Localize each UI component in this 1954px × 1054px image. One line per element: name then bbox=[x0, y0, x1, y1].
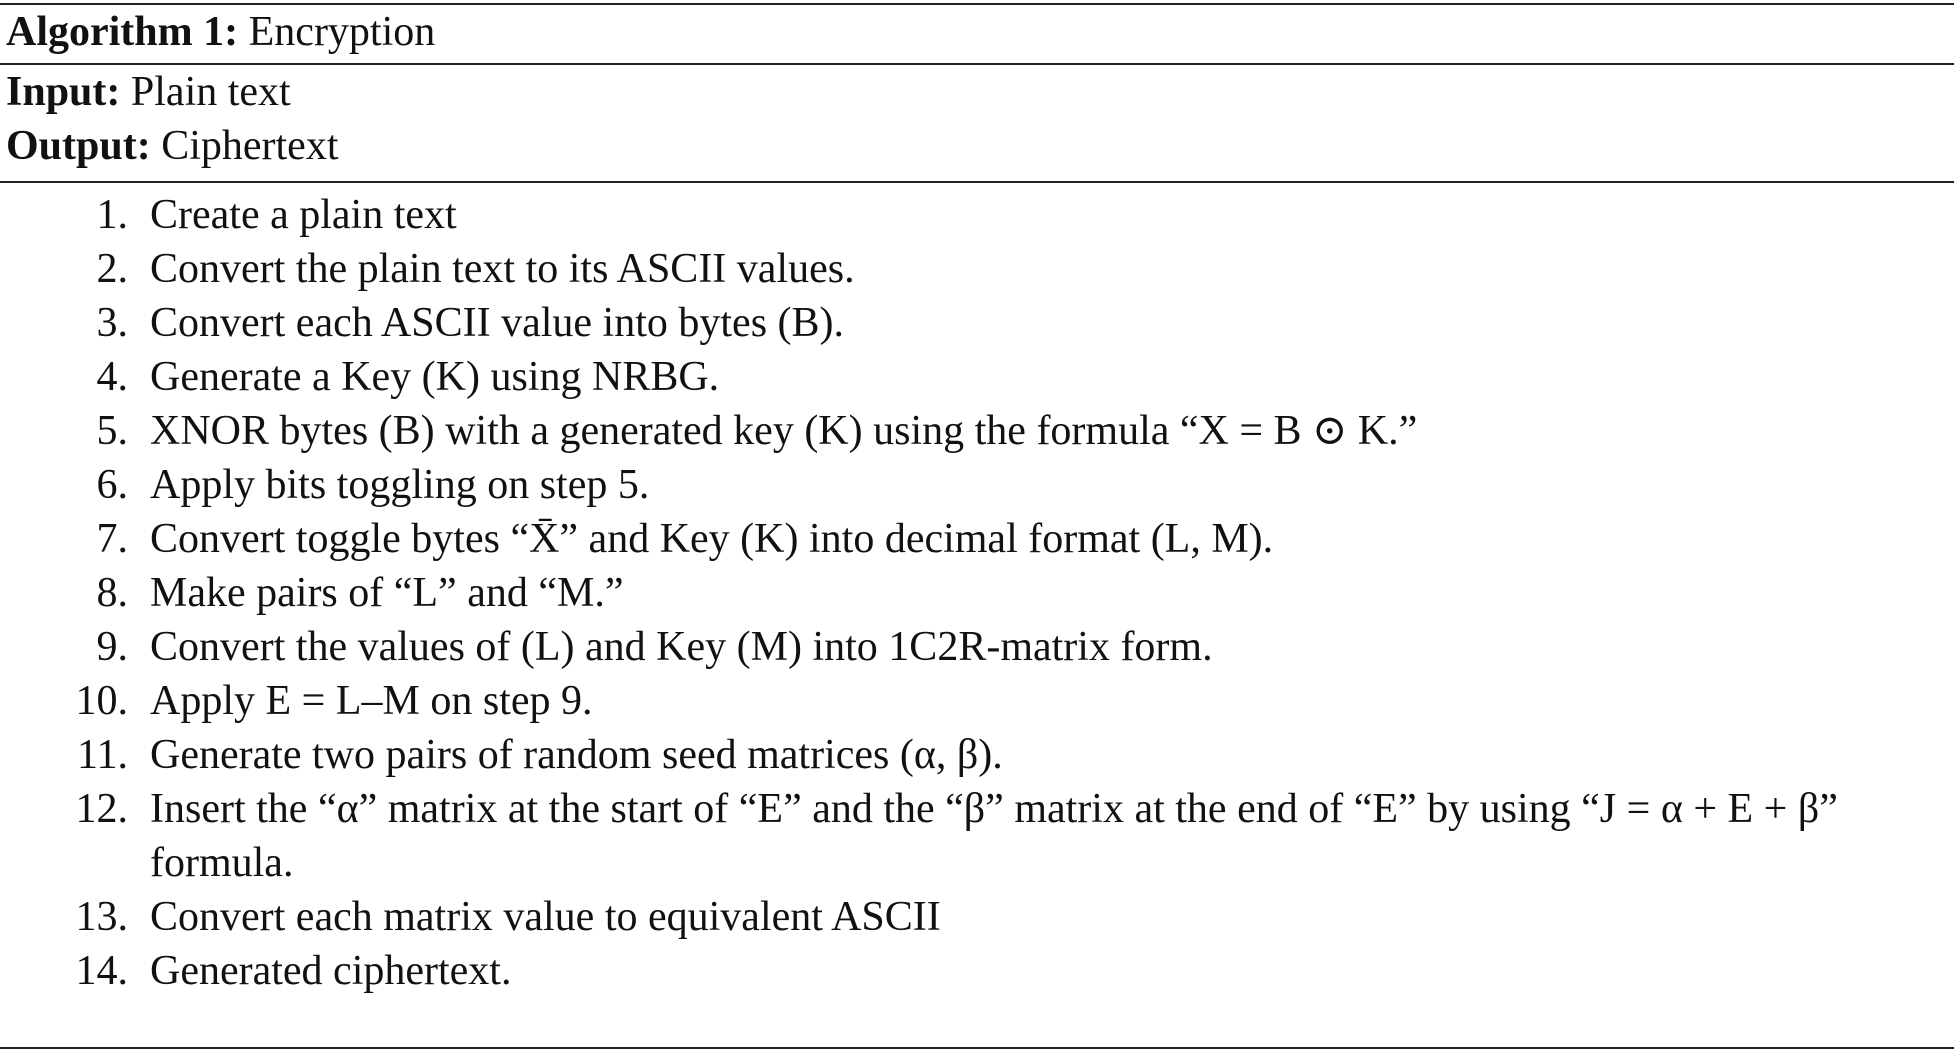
step-number: 6. bbox=[96, 462, 128, 508]
step-number: 9. bbox=[96, 624, 128, 670]
step-6 bbox=[0, 458, 1954, 512]
step-13 bbox=[0, 890, 1954, 944]
output-line bbox=[6, 121, 339, 171]
step-text: Apply E = L–M on step 9. bbox=[150, 678, 593, 724]
step-7 bbox=[0, 512, 1954, 566]
algorithm-title bbox=[6, 7, 435, 57]
input-line bbox=[6, 67, 291, 117]
step-11 bbox=[0, 728, 1954, 782]
step-number: 1. bbox=[96, 192, 128, 238]
step-text: Insert the “α” matrix at the start of “E” and the “β” matrix at the end of “E” by using “J = α + E + β” formula. bbox=[150, 786, 1838, 886]
step-number: 12. bbox=[75, 786, 128, 832]
step-number: 5. bbox=[96, 408, 128, 454]
step-5 bbox=[0, 404, 1954, 458]
step-4 bbox=[0, 350, 1954, 404]
algorithm-label: Algorithm 1: bbox=[6, 9, 239, 55]
step-1 bbox=[0, 188, 1954, 242]
step-number: 13. bbox=[75, 894, 128, 940]
output-value: Ciphertext bbox=[161, 123, 339, 169]
step-number: 11. bbox=[77, 732, 128, 778]
input-label: Input: bbox=[6, 69, 121, 115]
step-number: 8. bbox=[96, 570, 128, 616]
step-text: XNOR bytes (B) with a generated key (K) using the formula “X = B ⊙ K.” bbox=[150, 408, 1418, 454]
step-3 bbox=[0, 296, 1954, 350]
step-text: Convert the values of (L) and Key (M) into 1C2R-matrix form. bbox=[150, 624, 1213, 670]
output-label: Output: bbox=[6, 123, 151, 169]
step-2 bbox=[0, 242, 1954, 296]
header-rule bbox=[0, 181, 1954, 183]
step-text: Generated ciphertext. bbox=[150, 948, 512, 994]
algorithm-name: Encryption bbox=[248, 9, 436, 55]
step-number: 10. bbox=[75, 678, 128, 724]
step-text: Convert each matrix value to equivalent ASCII bbox=[150, 894, 941, 940]
step-text: Generate a Key (K) using NRBG. bbox=[150, 354, 720, 400]
step-text: Apply bits toggling on step 5. bbox=[150, 462, 650, 508]
step-12 bbox=[0, 782, 1954, 890]
step-number: 4. bbox=[96, 354, 128, 400]
step-text: Convert the plain text to its ASCII values. bbox=[150, 246, 855, 292]
step-14 bbox=[0, 944, 1954, 998]
input-value: Plain text bbox=[130, 69, 291, 115]
step-number: 2. bbox=[96, 246, 128, 292]
step-9 bbox=[0, 620, 1954, 674]
step-text: Convert each ASCII value into bytes (B). bbox=[150, 300, 845, 346]
step-number: 14. bbox=[75, 948, 128, 994]
title-rule bbox=[0, 63, 1954, 65]
step-text: Create a plain text bbox=[150, 192, 457, 238]
step-text: Convert toggle bytes “X̄” and Key (K) into decimal format (L, M). bbox=[150, 516, 1274, 562]
step-text: Generate two pairs of random seed matrices (α, β). bbox=[150, 732, 1003, 778]
top-rule bbox=[0, 3, 1954, 5]
bottom-rule bbox=[0, 1047, 1954, 1049]
step-number: 7. bbox=[96, 516, 128, 562]
step-8 bbox=[0, 566, 1954, 620]
step-number: 3. bbox=[96, 300, 128, 346]
step-list bbox=[0, 188, 1954, 998]
step-10 bbox=[0, 674, 1954, 728]
step-text: Make pairs of “L” and “M.” bbox=[150, 570, 624, 616]
